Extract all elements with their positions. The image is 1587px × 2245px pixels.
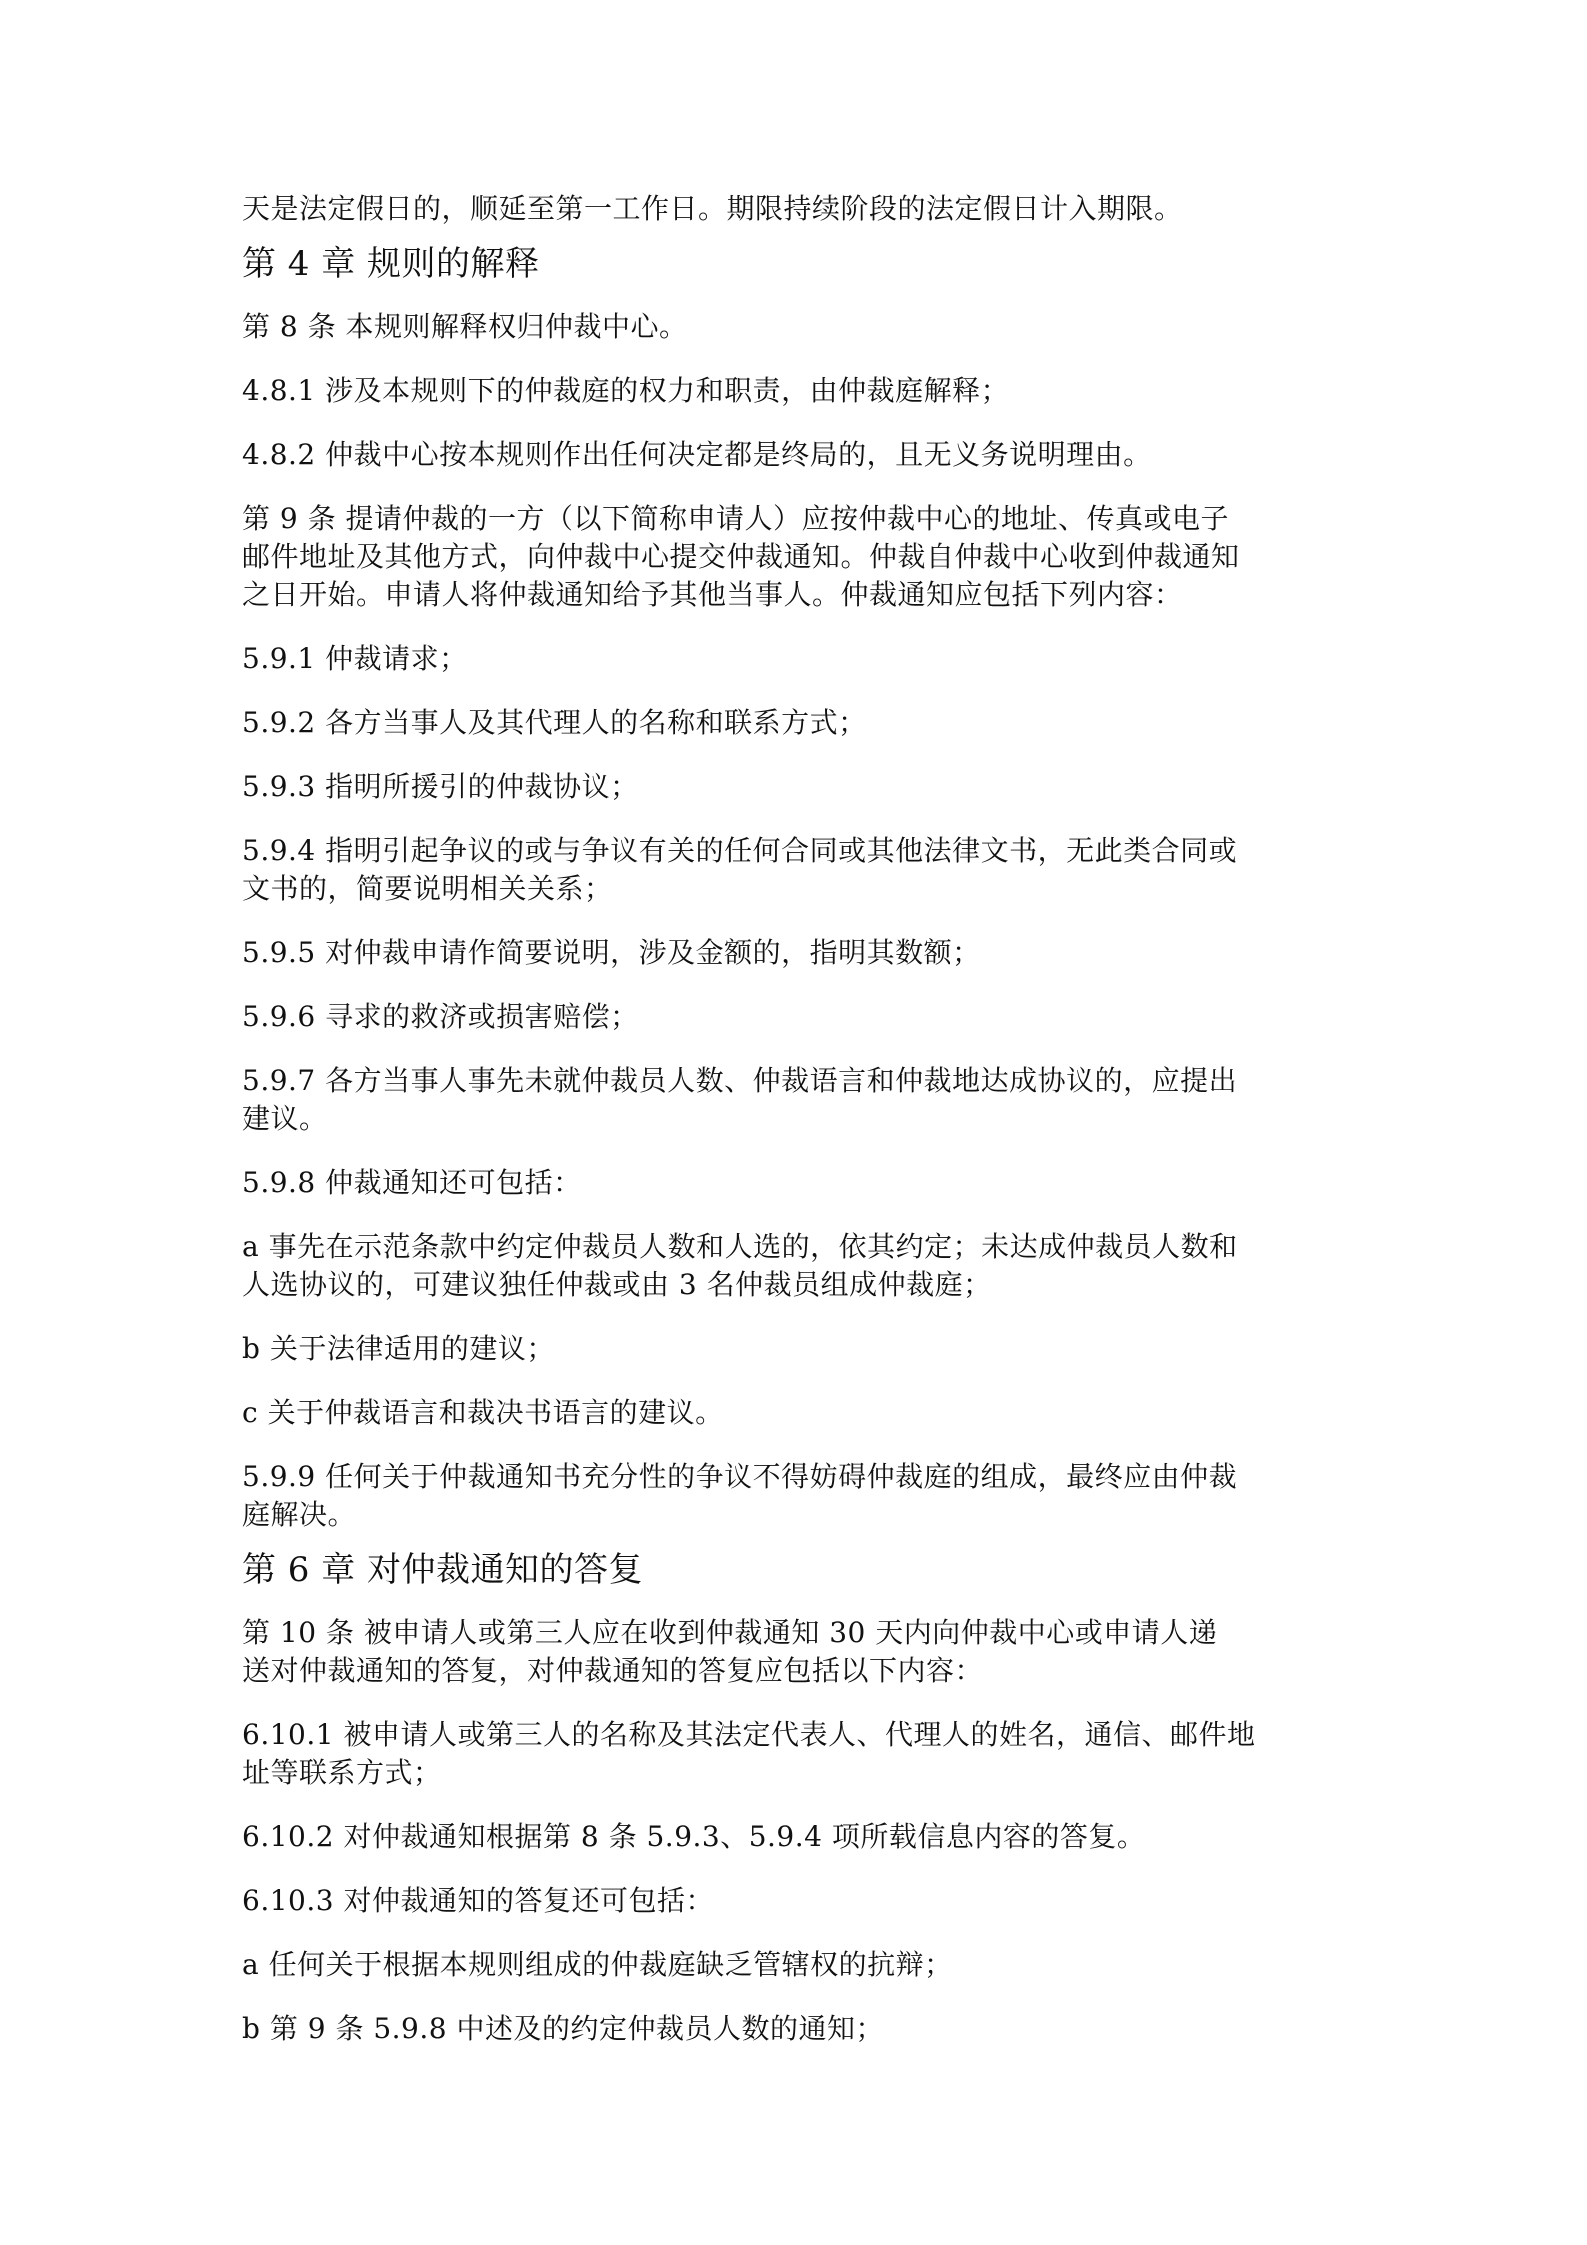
clause-5-9-7 — [242, 1062, 1362, 1138]
text-line: b 关于法律适用的建议； — [242, 1332, 555, 1365]
clause-5-9-9 — [242, 1458, 1362, 1534]
clause-5-9-2 — [242, 704, 1362, 742]
chapter-heading-6 — [242, 1548, 1362, 1592]
article-8 — [242, 308, 1362, 346]
text-line: 6.10.2 对仲裁通知根据第 8 条 5.9.3、5.9.4 项所载信息内容的答复。 — [242, 1820, 1146, 1853]
text-line: 建议。 — [242, 1102, 328, 1135]
paragraph-continuation — [242, 190, 1362, 228]
heading-text: 第 6 章 对仲裁通知的答复 — [242, 1550, 644, 1590]
item-a-arbitrator-number — [242, 1228, 1362, 1304]
text-line: 送对仲裁通知的答复，对仲裁通知的答复应包括以下内容： — [242, 1654, 984, 1687]
clause-5-9-5 — [242, 934, 1362, 972]
text-line: c 关于仲裁语言和裁决书语言的建议。 — [242, 1396, 724, 1429]
article-9 — [242, 500, 1362, 614]
text-line: 5.9.7 各方当事人事先未就仲裁员人数、仲裁语言和仲裁地达成协议的，应提出 — [242, 1064, 1238, 1097]
text-line: 第 9 条 提请仲裁的一方（以下简称申请人）应按仲裁中心的地址、传真或电子 — [242, 502, 1230, 535]
text-line: 址等联系方式； — [242, 1756, 442, 1789]
text-line: 邮件地址及其他方式，向仲裁中心提交仲裁通知。仲裁自仲裁中心收到仲裁通知 — [242, 540, 1240, 573]
text-line: a 事先在示范条款中约定仲裁员人数和人选的，依其约定；未达成仲裁员人数和 — [242, 1230, 1238, 1263]
clause-4-8-1 — [242, 372, 1362, 410]
item-c-language — [242, 1394, 1362, 1432]
clause-6-10-3 — [242, 1882, 1362, 1920]
clause-5-9-1 — [242, 640, 1362, 678]
text-line: 天是法定假日的，顺延至第一工作日。期限持续阶段的法定假日计入期限。 — [242, 192, 1183, 225]
text-line: 4.8.1 涉及本规则下的仲裁庭的权力和职责，由仲裁庭解释； — [242, 374, 1010, 407]
text-line: 5.9.6 寻求的救济或损害赔偿； — [242, 1000, 639, 1033]
text-line: 之日开始。申请人将仲裁通知给予其他当事人。仲裁通知应包括下列内容： — [242, 578, 1183, 611]
item-b-arbitrator-number-notice — [242, 2010, 1362, 2048]
clause-5-9-8 — [242, 1164, 1362, 1202]
text-line: 6.10.1 被申请人或第三人的名称及其法定代表人、代理人的姓名，通信、邮件地 — [242, 1718, 1256, 1751]
text-line: 5.9.9 任何关于仲裁通知书充分性的争议不得妨碍仲裁庭的组成，最终应由仲裁 — [242, 1460, 1238, 1493]
text-line: 4.8.2 仲裁中心按本规则作出任何决定都是终局的，且无义务说明理由。 — [242, 438, 1152, 471]
document-page — [242, 190, 1362, 2048]
text-line: 5.9.8 仲裁通知还可包括： — [242, 1166, 582, 1199]
clause-5-9-4 — [242, 832, 1362, 908]
item-a-jurisdiction-defense — [242, 1946, 1362, 1984]
text-line: 5.9.5 对仲裁申请作简要说明，涉及金额的，指明其数额； — [242, 936, 981, 969]
article-10 — [242, 1614, 1362, 1690]
item-b-applicable-law — [242, 1330, 1362, 1368]
text-line: 第 8 条 本规则解释权归仲裁中心。 — [242, 310, 688, 343]
text-line: 第 10 条 被申请人或第三人应在收到仲裁通知 30 天内向仲裁中心或申请人递 — [242, 1616, 1218, 1649]
text-line: 庭解决。 — [242, 1498, 357, 1531]
text-line: 5.9.4 指明引起争议的或与争议有关的任何合同或其他法律文书，无此类合同或 — [242, 834, 1238, 867]
text-line: 文书的，简要说明相关关系； — [242, 872, 613, 905]
clause-4-8-2 — [242, 436, 1362, 474]
text-line: 5.9.1 仲裁请求； — [242, 642, 468, 675]
clause-6-10-1 — [242, 1716, 1362, 1792]
text-line: b 第 9 条 5.9.8 中述及的约定仲裁员人数的通知； — [242, 2012, 884, 2045]
clause-5-9-6 — [242, 998, 1362, 1036]
text-line: 人选协议的，可建议独任仲裁或由 3 名仲裁员组成仲裁庭； — [242, 1268, 992, 1301]
text-line: 5.9.2 各方当事人及其代理人的名称和联系方式； — [242, 706, 867, 739]
clause-5-9-3 — [242, 768, 1362, 806]
heading-text: 第 4 章 规则的解释 — [242, 244, 540, 284]
text-line: a 任何关于根据本规则组成的仲裁庭缺乏管辖权的抗辩； — [242, 1948, 953, 1981]
text-line: 5.9.3 指明所援引的仲裁协议； — [242, 770, 639, 803]
chapter-heading-4 — [242, 242, 1362, 286]
clause-6-10-2 — [242, 1818, 1362, 1856]
text-line: 6.10.3 对仲裁通知的答复还可包括： — [242, 1884, 714, 1917]
